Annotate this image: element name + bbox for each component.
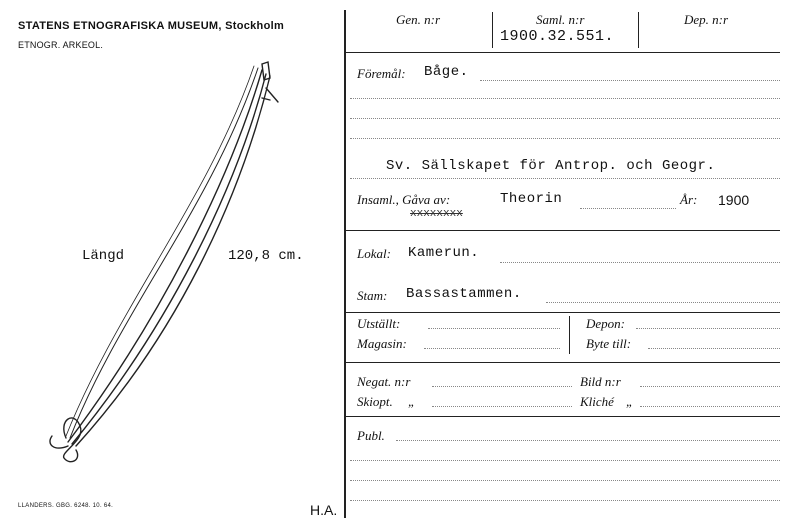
- museum-department: ETNOGR. ARKEOL.: [18, 40, 104, 50]
- dotted-line: [432, 406, 572, 407]
- dotted-line: [480, 80, 780, 81]
- dotted-line: [350, 480, 780, 481]
- ar-value: 1900: [718, 192, 750, 208]
- dotted-line: [432, 386, 572, 387]
- bild-label: Bild n:r: [580, 374, 621, 389]
- initials: H.A.: [310, 502, 338, 518]
- dotted-line: [396, 440, 780, 441]
- museum-name: STATENS ETNOGRAFISKA MUSEUM, Stockholm: [18, 20, 285, 32]
- dotted-line: [350, 178, 780, 179]
- dotted-line: [580, 208, 676, 209]
- utstallt-label: Utställt:: [357, 316, 401, 331]
- negat-label: Negat. n:r: [357, 374, 411, 389]
- foremal-label: Föremål:: [357, 66, 406, 81]
- dotted-line: [546, 302, 780, 303]
- society-line: Sv. Sällskapet för Antrop. och Geogr.: [386, 158, 716, 174]
- dotted-line: [350, 98, 780, 99]
- rule: [346, 312, 780, 313]
- length-value: 120,8 cm.: [228, 248, 304, 264]
- dotted-line: [350, 118, 780, 119]
- dotted-line: [640, 406, 780, 407]
- insaml-value: Theorin: [500, 191, 563, 207]
- dotted-line: [350, 138, 780, 139]
- rule: [346, 416, 780, 417]
- publ-label: Publ.: [357, 428, 385, 443]
- lokal-label: Lokal:: [357, 246, 391, 261]
- magasin-label: Magasin:: [357, 336, 407, 351]
- stam-label: Stam:: [357, 288, 388, 303]
- lokal-value: Kamerun.: [408, 245, 480, 261]
- rule: [346, 52, 780, 53]
- card-divider: [344, 10, 346, 518]
- dotted-line: [428, 328, 560, 329]
- saml-nr-value: 1900.32.551.: [500, 28, 615, 45]
- rule: [346, 362, 780, 363]
- ar-label: År:: [680, 192, 698, 207]
- bow-drawing-icon: [40, 60, 300, 480]
- skiopt-label: Skiopt.: [357, 394, 393, 409]
- stam-value: Bassastammen.: [406, 286, 522, 302]
- dotted-line: [424, 348, 560, 349]
- insaml-label: Insaml., Gåva av:: [357, 192, 451, 207]
- printer-line: LLANDERS. GBG. 6248. 10. 64.: [18, 503, 114, 509]
- rule: [346, 230, 780, 231]
- dotted-line: [350, 500, 780, 501]
- kliche-label: Kliché: [580, 394, 614, 409]
- col-divider: [569, 316, 570, 354]
- skiopt-ditto: „: [408, 394, 416, 409]
- dep-nr-label: Dep. n:r: [684, 12, 729, 27]
- depon-label: Depon:: [586, 316, 625, 331]
- gen-nr-label: Gen. n:r: [396, 12, 441, 27]
- foremal-value: Båge.: [424, 64, 469, 80]
- dotted-line: [350, 460, 780, 461]
- byte-label: Byte till:: [586, 336, 632, 351]
- saml-nr-label: Saml. n:r: [536, 12, 585, 27]
- kliche-ditto: „: [626, 394, 634, 409]
- dotted-line: [500, 262, 780, 263]
- col-divider: [492, 12, 493, 48]
- dotted-line: [648, 348, 780, 349]
- col-divider: [638, 12, 639, 48]
- length-label: Längd: [82, 248, 125, 264]
- struck-text: xxxxxxxx: [410, 208, 463, 220]
- dotted-line: [640, 386, 780, 387]
- dotted-line: [636, 328, 780, 329]
